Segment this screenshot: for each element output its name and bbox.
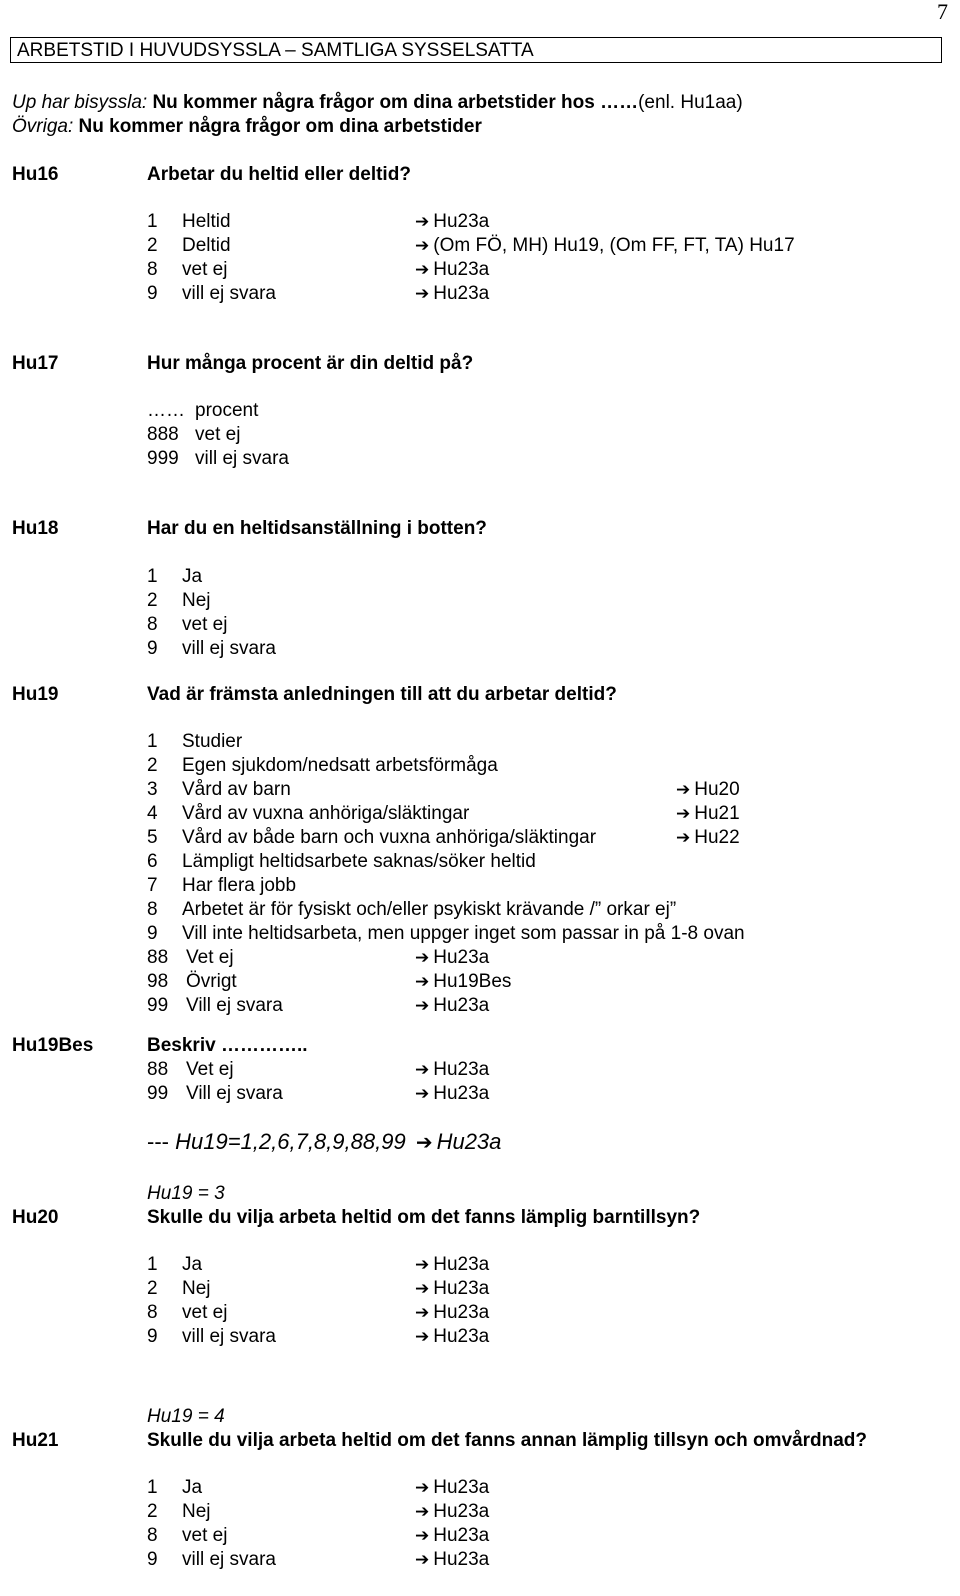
option-number: 999 <box>147 448 179 469</box>
intro-text <box>12 91 743 139</box>
answer-option <box>147 234 795 258</box>
answer-option <box>147 282 490 306</box>
goto-instruction <box>415 258 489 282</box>
intro-label-1: Up har bisyssla: <box>12 92 148 113</box>
options-list <box>147 210 795 306</box>
option-number: 5 <box>147 827 158 848</box>
options-list <box>147 565 276 661</box>
option-number: …… <box>147 400 185 421</box>
option-label: Nej <box>182 1501 211 1522</box>
question-condition: Hu19 = 3 <box>147 1183 225 1204</box>
section-title: ARBETSTID I HUVUDSYSSLA – SAMTLIGA SYSSELSATTA <box>10 37 942 63</box>
goto-target: Hu23a <box>433 1278 490 1299</box>
option-label: Vet ej <box>186 947 234 968</box>
right-arrow-icon: ➔ <box>415 948 430 968</box>
goto-instruction <box>676 802 740 826</box>
answer-option <box>147 946 745 970</box>
question-code: Hu19Bes <box>12 1035 94 1056</box>
answer-option <box>147 802 745 826</box>
goto-instruction <box>415 994 489 1018</box>
answer-option <box>147 1058 490 1082</box>
goto-target: Hu23a <box>433 1549 490 1570</box>
right-arrow-icon: ➔ <box>415 284 430 304</box>
goto-target: Hu23a <box>433 1083 490 1104</box>
question-text: Beskriv ………….. <box>147 1035 308 1056</box>
option-number: 6 <box>147 851 158 872</box>
right-arrow-icon: ➔ <box>415 1502 430 1522</box>
option-number: 1 <box>147 1254 158 1275</box>
goto-instruction <box>415 1082 489 1106</box>
goto-target: Hu22 <box>694 827 740 848</box>
goto-target: Hu23a <box>433 995 490 1016</box>
option-label: Vård av barn <box>182 779 291 800</box>
option-number: 7 <box>147 875 158 896</box>
goto-target: (Om FÖ, MH) Hu19, (Om FF, FT, TA) Hu17 <box>433 235 795 256</box>
right-arrow-icon: ➔ <box>415 1130 433 1154</box>
answer-option <box>147 1277 490 1301</box>
question-text: Arbetar du heltid eller deltid? <box>147 164 411 185</box>
goto-target: Hu21 <box>694 803 740 824</box>
option-label: Vet ej <box>186 1059 234 1080</box>
answer-option <box>147 1548 490 1572</box>
goto-instruction <box>415 210 489 234</box>
goto-target: Hu19Bes <box>433 971 512 992</box>
answer-option <box>147 754 745 778</box>
right-arrow-icon: ➔ <box>415 1060 430 1080</box>
goto-target: Hu23a <box>433 1477 490 1498</box>
option-label: Vård av både barn och vuxna anhöriga/släktingar <box>182 827 597 848</box>
intro-line-2 <box>12 115 743 139</box>
option-label: vet ej <box>195 424 241 445</box>
right-arrow-icon: ➔ <box>415 972 430 992</box>
goto-target: Hu20 <box>694 779 740 800</box>
answer-option <box>147 1524 490 1548</box>
goto-instruction <box>415 1325 489 1349</box>
option-label: Deltid <box>182 235 231 256</box>
option-label: Ja <box>182 1477 203 1498</box>
option-label: Vård av vuxna anhöriga/släktingar <box>182 803 470 824</box>
option-number: 2 <box>147 755 158 776</box>
question-code: Hu19 <box>12 684 59 705</box>
right-arrow-icon: ➔ <box>415 1327 430 1347</box>
option-label: Vill ej svara <box>186 995 283 1016</box>
option-number: 2 <box>147 1278 158 1299</box>
goto-instruction <box>415 970 511 994</box>
option-number: 9 <box>147 283 158 304</box>
option-number: 99 <box>147 1083 169 1104</box>
answer-option <box>147 1500 490 1524</box>
option-number: 1 <box>147 731 158 752</box>
question-text: Hur många procent är din deltid på? <box>147 353 474 374</box>
goto-instruction <box>415 234 795 258</box>
option-label: Ja <box>182 566 203 587</box>
answer-option <box>147 826 745 850</box>
option-label: vill ej svara <box>195 448 289 469</box>
right-arrow-icon: ➔ <box>415 1303 430 1323</box>
answer-option <box>147 1301 490 1325</box>
option-number: 2 <box>147 590 158 611</box>
goto-instruction <box>415 1548 489 1572</box>
question-text: Vad är främsta anledningen till att du arbetar deltid? <box>147 684 617 705</box>
answer-option <box>147 970 745 994</box>
answer-option <box>147 637 276 661</box>
question-text: Skulle du vilja arbeta heltid om det fanns annan lämplig tillsyn och omvårdnad? <box>147 1430 868 1451</box>
filter-prefix: --- <box>147 1129 176 1154</box>
option-number: 88 <box>147 947 169 968</box>
goto-instruction <box>415 946 489 970</box>
options-list <box>147 730 745 1018</box>
answer-option <box>147 1082 490 1106</box>
option-number: 9 <box>147 1326 158 1347</box>
goto-target: Hu23a <box>433 1059 490 1080</box>
option-number: 98 <box>147 971 169 992</box>
option-label: Ja <box>182 1254 203 1275</box>
option-label: Lämpligt heltidsarbete saknas/söker heltid <box>182 851 536 872</box>
option-label: vill ej svara <box>182 1549 276 1570</box>
goto-instruction <box>415 282 489 306</box>
answer-option <box>147 447 289 471</box>
option-label: Arbetet är för fysiskt och/eller psykiskt krävande /” orkar ej” <box>182 899 677 920</box>
option-number: 8 <box>147 1302 158 1323</box>
goto-instruction <box>415 1253 489 1277</box>
answer-option <box>147 399 289 423</box>
option-label: Vill inte heltidsarbeta, men uppger inget som passar in på 1-8 ovan <box>182 923 745 944</box>
answer-option <box>147 258 490 282</box>
right-arrow-icon: ➔ <box>415 1526 430 1546</box>
option-number: 2 <box>147 235 158 256</box>
option-label: Övrigt <box>186 971 237 992</box>
goto-target: Hu23a <box>433 1525 490 1546</box>
option-number: 2 <box>147 1501 158 1522</box>
answer-option <box>147 1476 490 1500</box>
answer-option <box>147 423 289 447</box>
answer-option <box>147 210 490 234</box>
intro-text-2: Nu kommer några frågor om dina arbetstider <box>73 116 482 137</box>
option-number: 8 <box>147 259 158 280</box>
question-code: Hu20 <box>12 1207 59 1228</box>
option-number: 88 <box>147 1059 169 1080</box>
option-label: Har flera jobb <box>182 875 297 896</box>
options-list <box>147 1476 490 1572</box>
right-arrow-icon: ➔ <box>415 212 430 232</box>
option-number: 1 <box>147 211 158 232</box>
options-list <box>147 1058 490 1106</box>
option-label: Egen sjukdom/nedsatt arbetsförmåga <box>182 755 498 776</box>
right-arrow-icon: ➔ <box>415 1255 430 1275</box>
option-number: 8 <box>147 899 158 920</box>
right-arrow-icon: ➔ <box>415 1550 430 1570</box>
answer-option <box>147 1325 490 1349</box>
option-label: Nej <box>182 1278 211 1299</box>
option-number: 3 <box>147 779 158 800</box>
filter-instruction <box>147 1128 501 1156</box>
goto-instruction <box>415 1524 489 1548</box>
option-number: 1 <box>147 1477 158 1498</box>
answer-option <box>147 778 745 802</box>
goto-instruction <box>415 1058 489 1082</box>
intro-note-1: (enl. Hu1aa) <box>638 92 743 113</box>
goto-target: Hu23a <box>433 283 490 304</box>
option-label: vill ej svara <box>182 638 276 659</box>
goto-instruction <box>415 1476 489 1500</box>
options-list <box>147 1253 490 1349</box>
goto-instruction <box>415 1277 489 1301</box>
right-arrow-icon: ➔ <box>676 804 691 824</box>
right-arrow-icon: ➔ <box>415 996 430 1016</box>
answer-option <box>147 922 745 946</box>
question-code: Hu17 <box>12 353 59 374</box>
question-code: Hu18 <box>12 518 59 539</box>
answer-option <box>147 850 745 874</box>
goto-target: Hu23a <box>433 259 490 280</box>
goto-instruction <box>415 1500 489 1524</box>
intro-line-1 <box>12 91 743 115</box>
right-arrow-icon: ➔ <box>676 780 691 800</box>
goto-instruction <box>415 1301 489 1325</box>
goto-instruction <box>676 778 740 802</box>
right-arrow-icon: ➔ <box>415 1084 430 1104</box>
goto-target: Hu23a <box>433 1326 490 1347</box>
answer-option <box>147 589 276 613</box>
intro-text-1: Nu kommer några frågor om dina arbetstider hos …… <box>147 92 639 113</box>
question-text: Har du en heltidsanställning i botten? <box>147 518 487 539</box>
options-list <box>147 399 289 471</box>
option-label: Studier <box>182 731 243 752</box>
question-condition: Hu19 = 4 <box>147 1406 225 1427</box>
goto-target: Hu23a <box>433 1254 490 1275</box>
page-number: 7 <box>937 0 948 24</box>
right-arrow-icon: ➔ <box>415 260 430 280</box>
intro-label-2: Övriga: <box>12 116 74 137</box>
option-label: Vill ej svara <box>186 1083 283 1104</box>
answer-option <box>147 613 276 637</box>
answer-option <box>147 1253 490 1277</box>
option-label: vet ej <box>182 1302 228 1323</box>
right-arrow-icon: ➔ <box>415 1279 430 1299</box>
option-number: 1 <box>147 566 158 587</box>
right-arrow-icon: ➔ <box>415 236 430 256</box>
goto-target: Hu23a <box>433 211 490 232</box>
option-number: 9 <box>147 923 158 944</box>
option-number: 9 <box>147 638 158 659</box>
option-number: 8 <box>147 614 158 635</box>
option-label: procent <box>195 400 259 421</box>
filter-goto: Hu23a <box>436 1129 502 1154</box>
option-label: Heltid <box>182 211 231 232</box>
option-number: 8 <box>147 1525 158 1546</box>
answer-option <box>147 730 745 754</box>
option-label: vet ej <box>182 259 228 280</box>
option-label: Nej <box>182 590 211 611</box>
goto-target: Hu23a <box>433 1302 490 1323</box>
option-label: vet ej <box>182 1525 228 1546</box>
option-number: 4 <box>147 803 158 824</box>
goto-instruction <box>676 826 740 850</box>
option-label: vill ej svara <box>182 1326 276 1347</box>
answer-option <box>147 565 276 589</box>
answer-option <box>147 874 745 898</box>
question-text: Skulle du vilja arbeta heltid om det fanns lämplig barntillsyn? <box>147 1207 701 1228</box>
right-arrow-icon: ➔ <box>676 828 691 848</box>
goto-target: Hu23a <box>433 947 490 968</box>
option-label: vill ej svara <box>182 283 276 304</box>
right-arrow-icon: ➔ <box>415 1478 430 1498</box>
option-number: 888 <box>147 424 179 445</box>
filter-condition: Hu19=1,2,6,7,8,9,88,99 <box>175 1129 406 1154</box>
option-number: 99 <box>147 995 169 1016</box>
answer-option <box>147 898 745 922</box>
question-code: Hu21 <box>12 1430 59 1451</box>
option-number: 9 <box>147 1549 158 1570</box>
question-code: Hu16 <box>12 164 59 185</box>
answer-option <box>147 994 745 1018</box>
option-label: vet ej <box>182 614 228 635</box>
goto-target: Hu23a <box>433 1501 490 1522</box>
